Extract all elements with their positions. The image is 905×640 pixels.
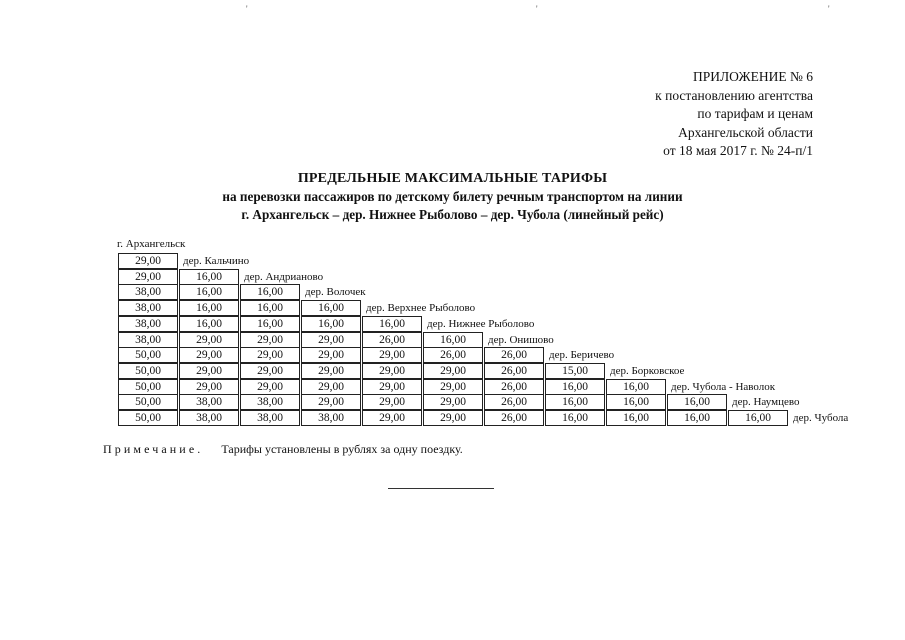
tariff-cell: 29,00 <box>179 332 239 348</box>
tariff-cell: 29,00 <box>240 332 300 348</box>
tariff-cell: 50,00 <box>118 347 178 363</box>
tariff-cell: 38,00 <box>118 284 178 300</box>
tariff-cell: 16,00 <box>545 394 605 410</box>
scan-mark: ' <box>246 4 248 14</box>
stop-label: дер. Наумцево <box>732 396 800 409</box>
note-text: Тарифы установлены в рублях за одну поездку. <box>221 442 463 456</box>
tariff-cell: 16,00 <box>606 394 666 410</box>
appendix-line: Архангельской области <box>678 124 813 140</box>
title-line: ПРЕДЕЛЬНЫЕ МАКСИМАЛЬНЫЕ ТАРИФЫ <box>297 171 608 186</box>
tariff-cell: 16,00 <box>545 379 605 395</box>
tariff-cell: 38,00 <box>240 410 300 426</box>
tariff-cell: 16,00 <box>423 332 483 348</box>
appendix-header <box>655 68 813 161</box>
title-line: на перевозки пассажиров по детскому билету речным транспортом на линии <box>222 189 683 204</box>
appendix-line: по тарифам и ценам <box>697 106 813 122</box>
tariff-cell: 38,00 <box>118 300 178 316</box>
tariff-cell: 16,00 <box>667 410 727 426</box>
note <box>103 442 463 457</box>
tariff-cell: 16,00 <box>362 316 422 332</box>
appendix-line: к постановлению агентства <box>655 87 813 103</box>
document-title <box>0 170 905 224</box>
tariff-cell: 16,00 <box>240 316 300 332</box>
scan-mark: ' <box>536 4 538 14</box>
tariff-cell: 29,00 <box>423 394 483 410</box>
tariff-cell: 16,00 <box>179 284 239 300</box>
stop-label: дер. Андрианово <box>244 270 324 283</box>
tariff-cell: 29,00 <box>179 347 239 363</box>
tariff-cell: 16,00 <box>728 410 788 426</box>
tariff-cell: 16,00 <box>606 410 666 426</box>
tariff-cell: 29,00 <box>362 410 422 426</box>
tariff-cell: 16,00 <box>301 300 361 316</box>
tariff-cell: 29,00 <box>423 410 483 426</box>
tariff-cell: 29,00 <box>362 363 422 379</box>
tariff-cell: 16,00 <box>606 379 666 395</box>
tariff-cell: 26,00 <box>484 363 544 379</box>
tariff-cell: 50,00 <box>118 394 178 410</box>
origin-stop-label: г. Архангельск <box>117 238 186 250</box>
stop-label: дер. Борковское <box>610 364 685 377</box>
tariff-cell: 38,00 <box>179 394 239 410</box>
tariff-cell: 26,00 <box>484 347 544 363</box>
tariff-cell: 16,00 <box>240 284 300 300</box>
tariff-cell: 29,00 <box>240 347 300 363</box>
tariff-cell: 26,00 <box>423 347 483 363</box>
note-label: Примечание. <box>103 442 204 456</box>
tariff-cell: 50,00 <box>118 410 178 426</box>
tariff-cell: 29,00 <box>179 379 239 395</box>
tariff-cell: 26,00 <box>484 410 544 426</box>
tariff-cell: 38,00 <box>301 410 361 426</box>
tariff-cell: 50,00 <box>118 379 178 395</box>
stop-label: дер. Кальчино <box>183 255 250 267</box>
tariff-cell: 29,00 <box>301 363 361 379</box>
tariff-cell: 16,00 <box>301 316 361 332</box>
stop-label: дер. Онишово <box>488 333 554 346</box>
tariff-cell: 16,00 <box>667 394 727 410</box>
tariff-cell: 29,00 <box>240 363 300 379</box>
tariff-cell: 50,00 <box>118 363 178 379</box>
appendix-line: от 18 мая 2017 г. № 24-п/1 <box>663 143 813 159</box>
tariff-cell: 29,00 <box>179 363 239 379</box>
title-line: г. Архангельск – дер. Нижнее Рыболово – дер. Чубола (линейный рейс) <box>241 207 664 222</box>
tariff-cell: 26,00 <box>484 379 544 395</box>
tariff-cell: 29,00 <box>301 379 361 395</box>
tariff-cell: 29,00 <box>301 394 361 410</box>
stop-label: дер. Чубола - Наволок <box>671 380 776 393</box>
tariff-cell: 26,00 <box>484 394 544 410</box>
stop-label: дер. Нижнее Рыболово <box>427 317 535 330</box>
tariff-cell: 29,00 <box>301 332 361 348</box>
tariff-cell: 29,00 <box>362 347 422 363</box>
tariff-cell: 29,00 <box>240 379 300 395</box>
tariff-cell: 29,00 <box>423 363 483 379</box>
tariff-cell: 16,00 <box>179 316 239 332</box>
tariff-cell: 38,00 <box>118 316 178 332</box>
tariff-cell: 38,00 <box>118 332 178 348</box>
tariff-cell: 16,00 <box>179 269 239 285</box>
tariff-cell: 38,00 <box>240 394 300 410</box>
tariff-cell: 26,00 <box>362 332 422 348</box>
tariff-cell: 29,00 <box>301 347 361 363</box>
stop-label: дер. Чубола <box>793 412 849 424</box>
tariff-cell: 29,00 <box>362 379 422 395</box>
tariff-cell: 29,00 <box>118 253 178 269</box>
scan-mark: ' <box>828 4 830 14</box>
tariff-cell: 29,00 <box>118 269 178 285</box>
appendix-line: ПРИЛОЖЕНИЕ № 6 <box>692 69 813 84</box>
tariff-cell: 15,00 <box>545 363 605 379</box>
tariff-cell: 38,00 <box>179 410 239 426</box>
stop-label: дер. Волочек <box>305 286 366 299</box>
tariff-cell: 16,00 <box>545 410 605 426</box>
closing-rule <box>388 488 494 489</box>
stop-label: дер. Верхнее Рыболово <box>366 302 476 315</box>
tariff-cell: 29,00 <box>362 394 422 410</box>
stop-label: дер. Беричево <box>549 349 615 362</box>
tariff-cell: 16,00 <box>240 300 300 316</box>
tariff-cell: 29,00 <box>423 379 483 395</box>
tariff-cell: 16,00 <box>179 300 239 316</box>
